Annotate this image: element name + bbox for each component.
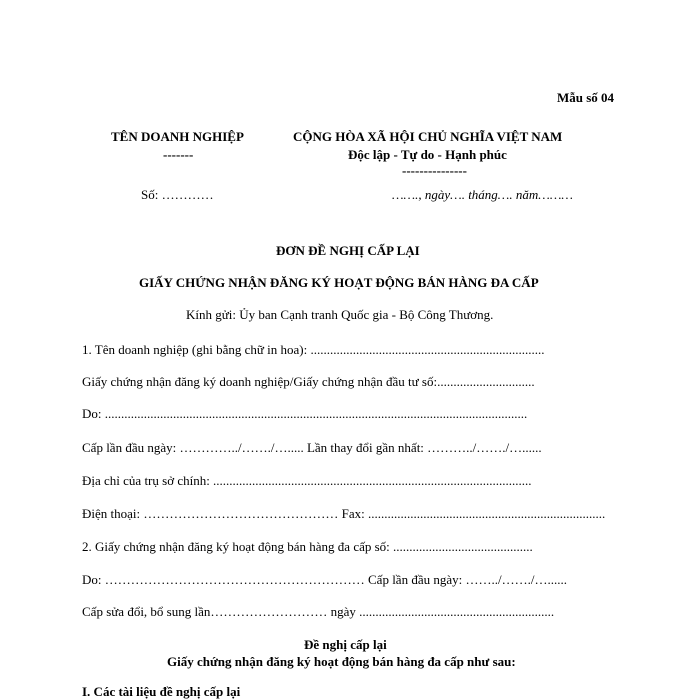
document-date: ……., ngày…. tháng…. năm………	[392, 187, 573, 202]
field-company-name: 1. Tên doanh nghiệp (ghi bằng chữ in hoa): ........................................................................	[82, 342, 545, 357]
field-amendment: Cấp sửa đổi, bổ sung lần……………………… ngày ............................................................	[82, 604, 555, 619]
motto: Độc lập - Tự do - Hạnh phúc	[348, 147, 507, 162]
field-phone-fax: Điện thoại: ……………………………………… Fax: .........................................................................	[82, 506, 606, 521]
field-head-office-address: Địa chỉ của trụ sở chính: ..................................................................................................	[82, 473, 532, 488]
form-code: Mẫu số 04	[557, 90, 615, 105]
field-issued-by: Do: ..................................................................................................................................	[82, 406, 528, 421]
field-business-certificate: Giấy chứng nhận đăng ký doanh nghiệp/Giấy chứng nhận đầu tư số:..............................	[82, 374, 535, 389]
country-name: CỘNG HÒA XÃ HỘI CHỦ NGHĨA VIỆT NAM	[293, 129, 563, 144]
field-first-issue-date: Cấp lần đầu ngày: …………../……./…..... Lần thay đổi gần nhất: ………../……./…......	[82, 440, 542, 455]
recipient: Kính gửi: Ủy ban Cạnh tranh Quốc gia - Bộ Công Thương.	[186, 307, 494, 322]
section-heading: I. Các tài liệu đề nghị cấp lại	[82, 684, 241, 699]
document-number: Số: …………	[141, 187, 214, 202]
field-mlm-certificate: 2. Giấy chứng nhận đăng ký hoạt động bán hàng đa cấp số: ...........................................	[82, 539, 533, 554]
request-line-2: Giấy chứng nhận đăng ký hoạt động bán hàng đa cấp như sau:	[167, 654, 516, 669]
request-line-1: Đề nghị cấp lại	[304, 637, 387, 652]
title-line-2: GIẤY CHỨNG NHẬN ĐĂNG KÝ HOẠT ĐỘNG BÁN HÀNG ĐA CẤP	[139, 275, 539, 290]
title-line-1: ĐƠN ĐỀ NGHỊ CẤP LẠI	[276, 243, 420, 258]
company-name: TÊN DOANH NGHIỆP	[111, 129, 244, 144]
company-dashes: -------	[163, 147, 194, 162]
field-mlm-issued-by: Do: …………………………………………………… Cấp lần đầu ngày: ……../……./…......	[82, 572, 567, 587]
motto-dashes: ---------------	[402, 163, 467, 178]
